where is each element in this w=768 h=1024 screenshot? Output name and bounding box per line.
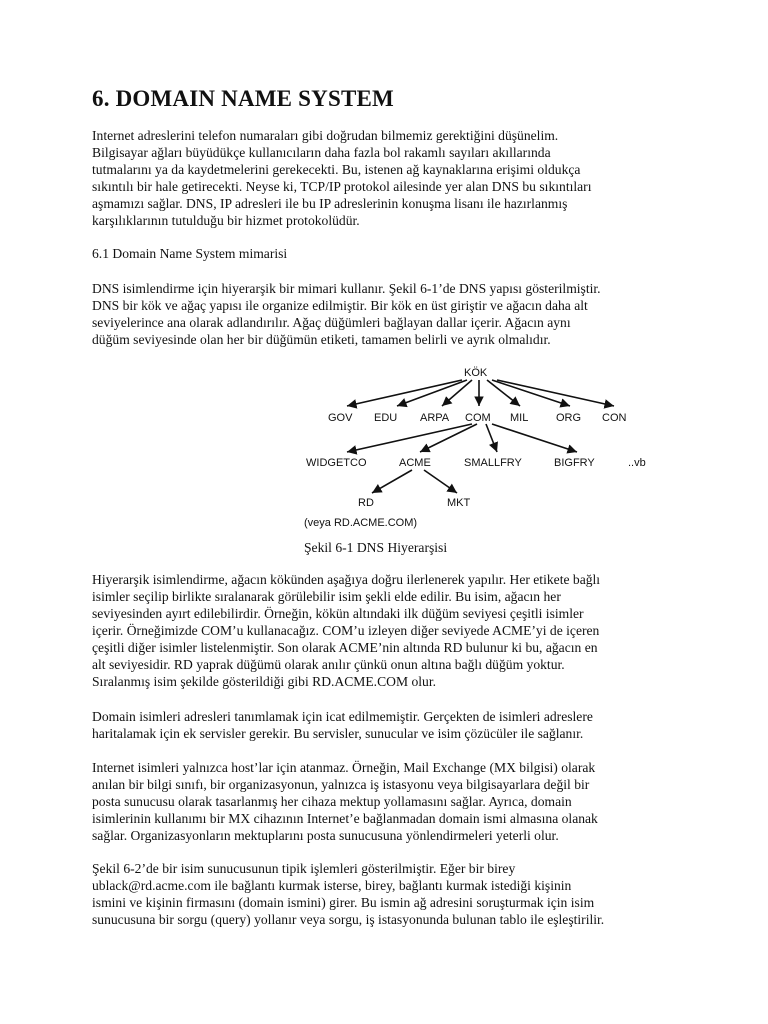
intro-paragraph bbox=[92, 127, 591, 229]
node-rd: RD bbox=[358, 497, 374, 509]
page-title: 6. DOMAIN NAME SYSTEM bbox=[92, 86, 394, 111]
text-line: Internet adreslerini telefon numaraları gibi doğrudan bilmemiz gerektiğini düşünelim. bbox=[92, 128, 559, 143]
section-subheading: 6.1 Domain Name System mimarisi bbox=[92, 246, 288, 261]
text-line: sağlar. Organizasyonların mektuplarını posta sunucusuna yönlendirmeleri yeterli olur. bbox=[92, 828, 559, 843]
text-line: isimlerinin kullanımı bir MX cihazının Internet’e bağlanmadan domain ismi almasına olanak bbox=[92, 811, 598, 826]
figure-caption: Şekil 6-1 DNS Hiyerarşisi bbox=[304, 540, 448, 555]
text-line: Şekil 6-2’de bir isim sunucusunun tipik işlemleri gösterilmiştir. Eğer bir birey bbox=[92, 861, 516, 876]
node-con: CON bbox=[602, 412, 627, 424]
text-line: Domain isimleri adresleri tanımlamak için icat edilmemiştir. Gerçekten de isimleri adreslere bbox=[92, 709, 593, 724]
text-line: sunucusuna bir sorgu (query) yollanır veya sorgu, iş istasyonunda bulunan tablo ile eşleştirilir. bbox=[92, 912, 605, 927]
node-mkt: MKT bbox=[447, 497, 471, 509]
text-line: DNS isimlendirme için hiyerarşik bir mimari kullanır. Şekil 6-1’de DNS yapısı gösterilmiştir. bbox=[92, 281, 601, 296]
text-line: sıkıntılı bir hale getirecekti. Neyse ki, TCP/IP protokol ailesinde yer alan DNS bu sıkıntıları bbox=[92, 179, 592, 194]
node-acme: ACME bbox=[399, 457, 431, 469]
name-server-paragraph bbox=[92, 860, 604, 928]
node-root: KÖK bbox=[464, 367, 488, 379]
node-arpa: ARPA bbox=[420, 412, 450, 424]
text-line: düğüm seviyesinde olan her bir düğümün etiketi, tamamen belirli ve ayrık olmalıdır. bbox=[92, 332, 551, 347]
hierarchy-paragraph bbox=[92, 571, 600, 690]
text-line: anılan bir bilgi sınıfı, bir organizasyonun, yalnızca iş istasyonu veya bilgisayarlara değil bir bbox=[92, 777, 590, 792]
text-line: Sıralanmış isim şekilde gösterildiği gibi RD.ACME.COM olur. bbox=[92, 674, 436, 689]
architecture-paragraph bbox=[92, 280, 601, 348]
text-line: DNS bir kök ve ağaç yapısı ile organize edilmiştir. Bir kök en üst giriştir ve ağacın daha alt bbox=[92, 298, 588, 313]
node-etc: ..vb bbox=[628, 457, 646, 469]
text-line: Bilgisayar ağları büyüdükçe kullanıcıların daha fazla bol rakamlı sayıları akıllarında bbox=[92, 145, 551, 160]
text-line: isimler seçilip birlikte sıralanarak görülebilir isim şekli elde edilir. Bu isim, ağacın her bbox=[92, 589, 561, 604]
text-line: ublack@rd.acme.com ile bağlantı kurmak isterse, birey, bağlantı kurmak istediği kişinin bbox=[92, 878, 572, 893]
figure-note: (veya RD.ACME.COM) bbox=[304, 517, 418, 529]
text-line: içerir. Örneğimizde COM’u kullanacağız. COM’u izleyen diğer seviyede ACME’yi de içeren bbox=[92, 623, 600, 638]
text-line: karşılıklarının tutulduğu bir hizmet protokolüdür. bbox=[92, 213, 360, 228]
dns-hierarchy-figure bbox=[292, 360, 692, 535]
text-line: seviyelerince ana olarak adlandırılır. Ağaç düğümleri bağlayan dallar içerir. Ağacın aynı bbox=[92, 315, 571, 330]
text-line: aşmamızı sağlar. DNS, IP adresleri ile bu IP adreslerinin konuşma lisanı ile hazırlanmış bbox=[92, 196, 568, 211]
text-line: Hiyerarşik isimlendirme, ağacın kökünden aşağıya doğru ilerlenerek yapılır. Her etikete bağlı bbox=[92, 572, 601, 587]
node-edu: EDU bbox=[374, 412, 398, 424]
text-line: tutmalarını ya da kaydetmelerini gerekecekti. Bu, istenen ağ kaynaklarına erişimi oldukça bbox=[92, 162, 581, 177]
text-line: Internet isimleri yalnızca host’lar için atanmaz. Örneğin, Mail Exchange (MX bilgisi) olarak bbox=[92, 760, 596, 775]
text-line: alt seviyesidir. RD yaprak düğümü olarak anılır çünkü onun altına bağlı düğüm yoktur. bbox=[92, 657, 565, 672]
mx-paragraph bbox=[92, 759, 598, 844]
text-line: ismini ve kişinin firmasını (domain ismini) girer. Bu ismin ağ adresini soruşturmak için isim bbox=[92, 895, 595, 910]
node-smallfry: SMALLFRY bbox=[464, 457, 522, 469]
node-org: ORG bbox=[556, 412, 582, 424]
text-line: posta sunucusu olarak tasarlanmış her cihaza mektup yollamasını sağlar. Ayrıca, domain bbox=[92, 794, 572, 809]
node-mil: MIL bbox=[510, 412, 529, 424]
text-line: seviyesinden ayırt edilebilirdir. Örneğin, kökün altındaki ilk düğüm seviyesi çeşitli isimler bbox=[92, 606, 584, 621]
node-widgetco: WIDGETCO bbox=[306, 457, 367, 469]
node-gov: GOV bbox=[328, 412, 353, 424]
node-bigfry: BIGFRY bbox=[554, 457, 595, 469]
services-paragraph bbox=[92, 708, 593, 742]
text-line: çeşitli diğer isimler listelenmiştir. Son olarak ACME’nin altında RD bulunur ki bu, ağacın en bbox=[92, 640, 598, 655]
tree-labels bbox=[304, 367, 646, 529]
text-line: haritalamak için ek servisler gerekir. Bu servisler, sunucular ve isim çözücüler ile sağlanır. bbox=[92, 726, 584, 741]
tree-edges bbox=[347, 380, 614, 493]
node-com: COM bbox=[465, 412, 491, 424]
